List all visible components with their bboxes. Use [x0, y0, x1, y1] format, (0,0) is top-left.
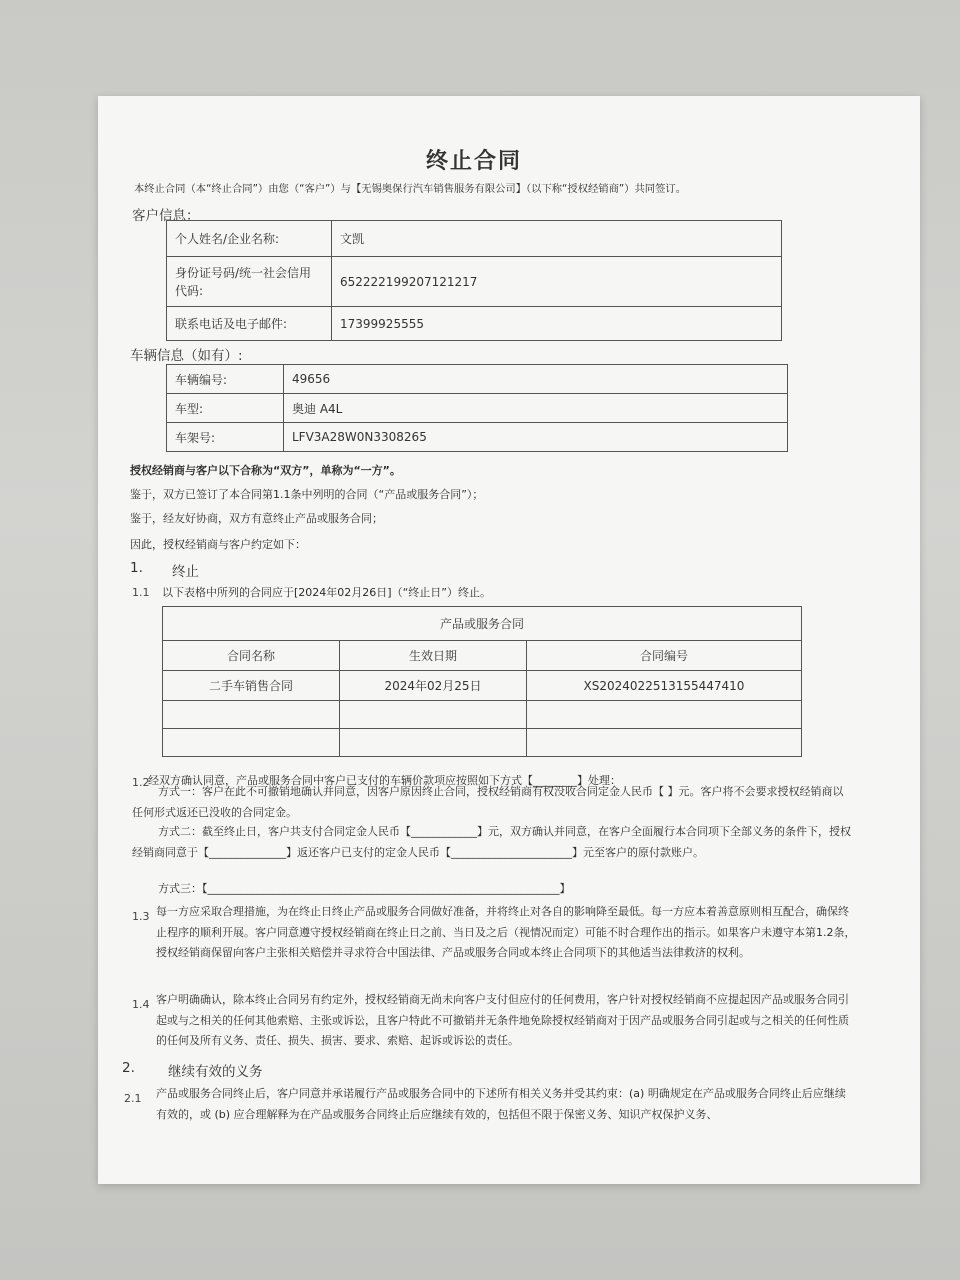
vehicle-section-heading: 车辆信息（如有）:: [130, 348, 243, 364]
cell-contract-name: 二手车销售合同: [163, 671, 340, 701]
table-row: [163, 729, 802, 757]
vehicle-row: [167, 365, 788, 394]
section-1-title: 终止: [172, 564, 199, 580]
contract-table-header-row: [163, 641, 802, 671]
vehicle-value: 49656: [284, 365, 788, 394]
customer-value: 17399925555: [332, 307, 782, 341]
customer-value: 文凯: [332, 221, 782, 257]
contract-table: [162, 606, 802, 757]
cell-contract-number: [527, 729, 802, 757]
whereas-clause-2: 鉴于，经友好协商，双方有意终止产品或服务合同；: [130, 512, 383, 525]
cell-contract-name: [163, 701, 340, 729]
vehicle-info-table: [166, 364, 788, 452]
vehicle-label: 车型:: [167, 394, 284, 423]
vehicle-label: 车辆编号:: [167, 365, 284, 394]
clause-1-2-number: 1.2: [132, 776, 150, 789]
vehicle-value: LFV3A28W0N3308265: [284, 423, 788, 452]
cell-effective-date: 2024年02月25日: [340, 671, 527, 701]
header-contract-number: 合同编号: [527, 641, 802, 671]
clause-1-3-number: 1.3: [132, 910, 150, 923]
contract-table-caption-row: [163, 607, 802, 641]
document-page: [98, 96, 920, 1184]
vehicle-row: [167, 394, 788, 423]
contract-table-caption: 产品或服务合同: [163, 607, 802, 641]
customer-info-table: [166, 220, 782, 341]
parties-definition: 授权经销商与客户以下合称为“双方”，单称为“一方”。: [130, 464, 401, 477]
vehicle-label: 车架号:: [167, 423, 284, 452]
customer-label: 个人姓名/企业名称:: [167, 221, 332, 257]
header-effective-date: 生效日期: [340, 641, 527, 671]
header-contract-name: 合同名称: [163, 641, 340, 671]
clause-1-2-method-2: 方式二：截至终止日，客户共支付合同定金人民币【____________】元，双方确认并同意，在客户全面履行本合同项下全部义务的条件下，授权经销商同意于【______________】返还客户已支付的定金人民币【______________________】元至客户的原付款账户。: [132, 825, 851, 859]
section-1-number: 1.: [130, 560, 143, 576]
customer-section-heading: 客户信息：: [132, 208, 200, 224]
clause-2-1-number: 2.1: [124, 1092, 142, 1105]
section-2-number: 2.: [122, 1060, 135, 1076]
clause-1-1-text: 以下表格中所列的合同应于[2024年02月26日]（“终止日”）终止。: [162, 586, 491, 599]
cell-contract-number: XS2024022513155447410: [527, 671, 802, 701]
table-row: [163, 701, 802, 729]
cell-contract-number: [527, 701, 802, 729]
clause-1-4-text: 客户明确确认，除本终止合同另有约定外，授权经销商无尚未向客户支付但应付的任何费用，客户针对授权经销商不应提起因产品或服务合同引起或与之相关的任何其他索赔、主张或诉讼，且客户特此不可撤销并无条件地免除授权经销商对于因产品或服务合同引起或与之相关的任何性质的任何及所有义务、责任、损失、损害、要求、索赔、起诉或诉讼的责任。: [156, 993, 849, 1047]
clause-1-2-method-3: 方式三：【________________________________________________________________】: [158, 882, 571, 895]
cell-effective-date: [340, 701, 527, 729]
cell-contract-name: [163, 729, 340, 757]
clause-1-1-number: 1.1: [132, 586, 150, 599]
clause-2-1-text: 产品或服务合同终止后，客户同意并承诺履行产品或服务合同中的下述所有相关义务并受其约束：(a) 明确规定在产品或服务合同终止后应继续有效的，或 (b) 应合理解释为在产品或服务合同终止后应继续有效的，包括但不限于保密义务、知识产权保护义务、: [156, 1087, 846, 1121]
section-2-title: 继续有效的义务: [168, 1064, 263, 1080]
document-title: 终止合同: [426, 149, 523, 174]
table-row: [163, 671, 802, 701]
clause-1-2-method-1: 方式一：客户在此不可撤销地确认并同意，因客户原因终止合同，授权经销商有权没收合同定金人民币【 】元。客户将不会要求授权经销商以任何形式返还已没收的合同定金。: [132, 785, 844, 819]
customer-value: 652222199207121217: [332, 257, 782, 307]
intro-paragraph: 本终止合同（本“终止合同”）由您（“客户”）与【无锡奥保行汽车销售服务有限公司】（以下称“授权经销商”）共同签订。: [134, 183, 686, 195]
customer-row: [167, 307, 782, 341]
customer-label: 联系电话及电子邮件:: [167, 307, 332, 341]
clause-1-3-text: 每一方应采取合理措施，为在终止日终止产品或服务合同做好准备，并将终止对各自的影响降至最低。每一方应本着善意原则相互配合，确保终止程序的顺利开展。客户同意遵守授权经销商在终止日之前、当日及之后（视情况而定）可能不时合理作出的指示。如果客户未遵守本第1.2条，授权经销商保留向客户主张相关赔偿并寻求符合中国法律、产品或服务合同或本终止合同项下的其他适当法律救济的权利。: [156, 905, 856, 959]
vehicle-value: 奥迪 A4L: [284, 394, 788, 423]
clause-1-4-number: 1.4: [132, 998, 150, 1011]
therefore-clause: 因此，授权经销商与客户约定如下：: [130, 538, 306, 551]
vehicle-row: [167, 423, 788, 452]
customer-label: 身份证号码/统一社会信用代码:: [167, 257, 332, 307]
customer-row: [167, 221, 782, 257]
whereas-clause-1: 鉴于，双方已签订了本合同第1.1条中列明的合同（“产品或服务合同”）；: [130, 488, 484, 501]
customer-row: [167, 257, 782, 307]
cell-effective-date: [340, 729, 527, 757]
clause-1-2-text: 经双方确认同意，产品或服务合同中客户已支付的车辆价款项应按照如下方式【________】处理：: [148, 774, 621, 787]
